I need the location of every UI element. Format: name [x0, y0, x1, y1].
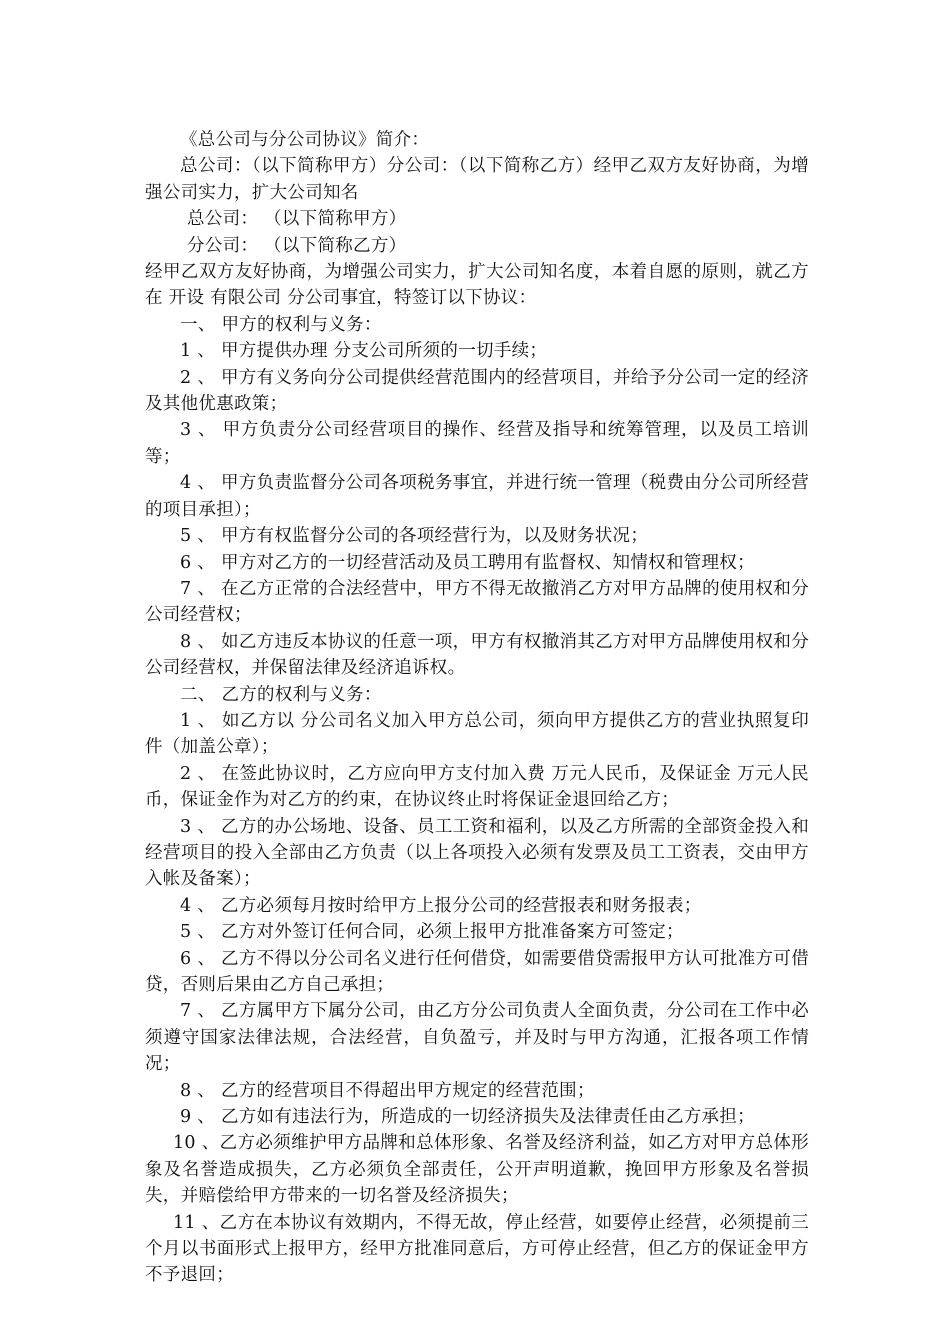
paragraph: 2 、 甲方有义务向分公司提供经营范围内的经营项目，并给予分公司一定的经济及其他优惠政策； — [145, 367, 809, 415]
paragraph: 11 、乙方在本协议有效期内，不得无故，停止经营，如要停止经营，必须提前三个月以书面形式上报甲方，经甲方批准同意后，方可停止经营，但乙方的保证金甲方不予退回； — [145, 1212, 809, 1286]
paragraph: 3 、 甲方负责分公司经营项目的操作、经营及指导和统筹管理，以及员工培训等； — [145, 420, 809, 467]
paragraph: 1 、 甲方提供办理 分支公司所须的一切手续； — [180, 341, 548, 362]
paragraph: 7 、 乙方属甲方下属分公司，由乙方分公司负责人全面负责，分公司在工作中必须遵守国家法律法规，合法经营，自负盈亏，并及时与甲方沟通，汇报各项工作情况； — [145, 1001, 809, 1075]
paragraph: 1 、 如乙方以 分公司名义加入甲方总公司，须向甲方提供乙方的营业执照复印件（加盖公章）； — [145, 710, 809, 758]
paragraph: 10 、乙方必须维护甲方品牌和总体形象、名誉及经济利益，如乙方对甲方总体形象及名誉造成损失，乙方必须负全部责任，公开声明道歉，挽回甲方形象及名誉损失，并赔偿给甲方带来的一切名誉及经济损失； — [145, 1133, 809, 1207]
paragraph: 6 、 甲方对乙方的一切经营活动及员工聘用有监督权、知情权和管理权； — [180, 552, 755, 573]
document-body — [145, 127, 809, 1289]
paragraph: 8 、 如乙方违反本协议的任意一项，甲方有权撤消其乙方对甲方品牌使用权和分公司经营权，并保留法律及经济追诉权。 — [145, 631, 809, 679]
paragraph: 4 、 乙方必须每月按时给甲方上报分公司的经营报表和财务报表； — [180, 895, 702, 916]
paragraph: 5 、 甲方有权监督分公司的各项经营行为，以及财务状况； — [180, 526, 649, 547]
paragraph: 总公司： （以下简称甲方） — [187, 209, 407, 230]
paragraph: 2 、 在签此协议时，乙方应向甲方支付加入费 万元人民币，及保证金 万元人民币，保证金作为对乙方的约束，在协议终止时将保证金退回给乙方； — [145, 763, 809, 811]
paragraph: 8 、 乙方的经营项目不得超出甲方规定的经营范围； — [180, 1080, 595, 1101]
paragraph: 7 、 在乙方正常的合法经营中，甲方不得无故撤消乙方对甲方品牌的使用权和分公司经营权； — [145, 578, 809, 626]
paragraph: 一、 甲方的权利与义务： — [180, 314, 382, 335]
paragraph: 3 、 乙方的办公场地、设备、员工工资和福利，以及乙方所需的全部资金投入和经营项目的投入全部由乙方负责（以上各项投入必须有发票及员工工资表，交由甲方入帐及备案）； — [145, 816, 809, 890]
paragraph: 分公司： （以下简称乙方） — [187, 235, 407, 256]
paragraph: 二、 乙方的权利与义务： — [180, 684, 382, 705]
paragraph: 5 、 乙方对外签订任何合同，必须上报甲方批准备案方可签定； — [180, 922, 684, 943]
paragraph: 9 、 乙方如有违法行为，所造成的一切经济损失及法律责任由乙方承担； — [180, 1107, 755, 1128]
paragraph: 4 、 甲方负责监督分公司各项税务事宜，并进行统一管理（税费由分公司所经营的项目承担）； — [145, 473, 809, 520]
paragraph: 6 、 乙方不得以分公司名义进行任何借贷，如需要借贷需报甲方认可批准方可借贷，否则后果由乙方自己承担； — [145, 948, 809, 995]
paragraph: 经甲乙双方友好协商，为增强公司实力，扩大公司知名度，本着自愿的原则，就乙方在 开设 有限公司 分公司事宜，特签订以下协议： — [145, 262, 809, 309]
paragraph: 《总公司与分公司协议》简介： — [180, 130, 430, 150]
paragraph: 总公司：（以下简称甲方）分公司：（以下简称乙方）经甲乙双方友好协商，为增强公司实力，扩大公司知名 — [145, 156, 809, 203]
